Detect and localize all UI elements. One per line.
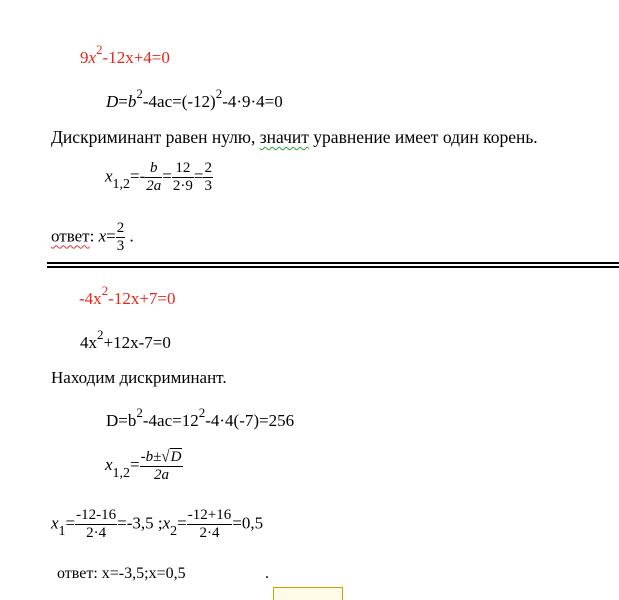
task1-statement: Дискриминант равен нулю, значит уравнение имеет один корень. xyxy=(51,127,538,147)
fraction: $\frac{-12-16}{2\cdot 4}$ xyxy=(76,507,117,541)
separator-line xyxy=(47,262,619,264)
task2-roots-values: $x_1=$ $\frac{-12-16}{2\cdot 4}$ =-3,5 $;x_2=$ $\frac{-12+16}{2\cdot 4}$ =0,5 xyxy=(51,507,264,541)
task2-heading: Находим дискриминант. xyxy=(51,368,227,387)
fraction: $\frac{2}{3}$ xyxy=(204,160,212,194)
task2-answer: ответ: x=-3,5;x=0,5 xyxy=(57,565,186,582)
task2-roots-formula: $x_{1,2}=$ $\frac{-b\pm√D}{2a}$ xyxy=(105,448,182,483)
sqrt-icon: √ xyxy=(161,448,170,466)
task1-answer: ответ: x= $\frac{2}{3}$ . xyxy=(51,220,134,254)
spellcheck-underline: значит xyxy=(259,127,309,147)
task1-discriminant: $D=b^2-4ac=(-12)^2-4\cdot 9\cdot 4=0$ xyxy=(106,86,283,111)
task2-answer-dot: . xyxy=(265,565,269,582)
task2-equation-normalized: $4x^2+12x-7=0$ xyxy=(80,327,171,352)
fraction: $\frac{2}{3}$ xyxy=(116,220,125,254)
task2-equation: $-4x^2-12x+7=0$ xyxy=(79,283,176,308)
separator-line xyxy=(47,266,619,268)
task1-roots-formula: $x_{1,2}=-$ $\frac{b}{2a}$ = $\frac{12}{2\cdot 9}$ = $\frac{2}{3}$ xyxy=(105,160,212,194)
task1-equation: $9x^2-12x+4=0$ xyxy=(80,42,170,67)
floating-tooltip-tab[interactable] xyxy=(273,587,343,600)
fraction: $\frac{-b\pm√D}{2a}$ xyxy=(140,448,182,483)
fraction: $\frac{-12+16}{2\cdot 4}$ xyxy=(187,507,232,541)
fraction: $\frac{b}{2a}$ xyxy=(146,160,162,194)
spellcheck-underline: ответ xyxy=(51,226,90,246)
task2-discriminant: $D=b^2-4ac=12^2-4\cdot 4(-7)=256$ xyxy=(106,405,295,430)
fraction: $\frac{12}{2\cdot 9}$ xyxy=(172,160,193,194)
